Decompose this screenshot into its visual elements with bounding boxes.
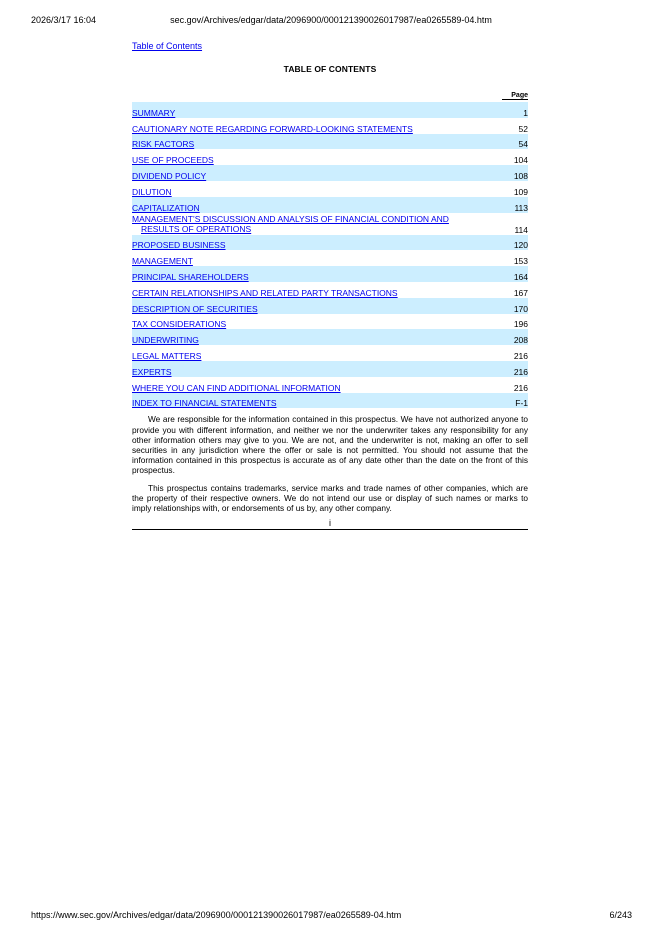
toc-row	[132, 393, 528, 409]
toc-row	[132, 329, 528, 345]
toc-page-number: 120	[502, 235, 528, 251]
toc-row	[132, 282, 528, 298]
print-timestamp: 2026/3/17 16:04	[31, 15, 97, 25]
toc-row	[132, 235, 528, 251]
toc-link-use-of-proceeds[interactable]: USE OF PROCEEDS	[132, 155, 214, 166]
toc-link-dividend-policy[interactable]: DIVIDEND POLICY	[132, 170, 207, 181]
toc-link-legal-matters[interactable]: LEGAL MATTERS	[132, 350, 202, 361]
toc-page-number: 1	[502, 102, 528, 118]
toc-row	[132, 165, 528, 181]
toc-link-cautionary-note[interactable]: CAUTIONARY NOTE REGARDING FORWARD-LOOKING STATEMENTS	[132, 123, 413, 134]
toc-page-number: 196	[513, 319, 528, 330]
toc-link-management[interactable]: MANAGEMENT	[132, 256, 193, 267]
page-column-header: Page	[502, 87, 528, 100]
toc-row	[132, 266, 528, 282]
toc-link-tax-considerations[interactable]: TAX CONSIDERATIONS	[132, 319, 227, 330]
toc-row	[132, 118, 528, 134]
toc-page-number: 108	[502, 165, 528, 181]
print-page-count: 6/243	[609, 910, 632, 920]
toc-page-number: 164	[502, 266, 528, 282]
toc-link-underwriting[interactable]: UNDERWRITING	[132, 335, 199, 346]
toc-link-mdna[interactable]	[132, 214, 502, 235]
toc-page-number: F-1	[502, 393, 528, 409]
toc-row	[132, 361, 528, 377]
toc-row	[132, 377, 528, 393]
toc-page-number: 54	[502, 134, 528, 150]
page-title: TABLE OF CONTENTS	[283, 64, 377, 74]
toc-link-summary[interactable]: SUMMARY	[132, 107, 176, 118]
toc-row	[132, 149, 528, 165]
toc-page-number: 104	[513, 155, 528, 166]
toc-link-dilution[interactable]: DILUTION	[132, 186, 172, 197]
toc-row	[132, 250, 528, 266]
toc-link-risk-factors[interactable]: RISK FACTORS	[132, 139, 195, 150]
toc-link-additional-information[interactable]: WHERE YOU CAN FIND ADDITIONAL INFORMATION	[132, 382, 341, 393]
toc-page-number: 153	[513, 256, 528, 267]
toc-page-number: 208	[502, 329, 528, 345]
toc-link-proposed-business[interactable]: PROPOSED BUSINESS	[132, 240, 226, 251]
toc-link-mdna-line1: MANAGEMENT’S DISCUSSION AND ANALYSIS OF FINANCIAL CONDITION AND	[132, 213, 449, 224]
toc-row	[132, 197, 528, 213]
table-of-contents-link[interactable]: Table of Contents	[132, 41, 203, 51]
responsibility-paragraph: We are responsible for the information contained in this prospectus. We have not authorized anyone to provide you with different information, and neither we nor the underwriter takes any responsibility for any other information others may give to you. We are not, and the underwriter is not, making an offer to sell securities in any jurisdiction where the offer or sale is not permitted. You should not assume that the information contained in this prospectus is accurate as of any date other than the date on the front of this prospectus.	[132, 414, 528, 476]
toc-link-principal-shareholders[interactable]: PRINCIPAL SHAREHOLDERS	[132, 271, 249, 282]
toc-table	[132, 87, 528, 408]
toc-row	[132, 298, 528, 314]
toc-row	[132, 181, 528, 197]
toc-page-number: 167	[513, 287, 528, 298]
toc-link-experts[interactable]: EXPERTS	[132, 366, 172, 377]
toc-page-number: 114	[514, 224, 528, 235]
toc-row	[132, 213, 528, 235]
print-header-url: sec.gov/Archives/edgar/data/2096900/000121390026017987/ea0265589-04.htm	[170, 15, 492, 25]
print-footer-url: https://www.sec.gov/Archives/edgar/data/2096900/000121390026017987/ea0265589-04.htm	[31, 910, 402, 920]
page-number: i	[132, 518, 528, 530]
toc-row	[132, 314, 528, 330]
toc-page-number: 113	[502, 197, 528, 213]
toc-link-financial-statements-index[interactable]: INDEX TO FINANCIAL STATEMENTS	[132, 398, 277, 409]
toc-page-number: 109	[513, 186, 528, 197]
trademarks-paragraph: This prospectus contains trademarks, service marks and trade names of other companies, which are the property of their respective owners. We do not intend our use or display of such names or marks to imply relationships with, or endorsements of us by, any other company.	[132, 482, 528, 513]
toc-row	[132, 102, 528, 118]
toc-row	[132, 345, 528, 361]
toc-link-capitalization[interactable]: CAPITALIZATION	[132, 202, 200, 213]
toc-link-related-party[interactable]: CERTAIN RELATIONSHIPS AND RELATED PARTY TRANSACTIONS	[132, 287, 398, 298]
toc-link-mdna-line2: RESULTS OF OPERATIONS	[141, 223, 252, 234]
toc-page-number: 216	[502, 361, 528, 377]
toc-page-number: 170	[502, 298, 528, 314]
toc-link-description-of-securities[interactable]: DESCRIPTION OF SECURITIES	[132, 303, 258, 314]
document-page	[132, 36, 528, 530]
toc-row	[132, 134, 528, 150]
toc-page-number: 216	[513, 382, 528, 393]
toc-page-number: 216	[513, 350, 528, 361]
toc-page-number: 52	[518, 123, 528, 134]
